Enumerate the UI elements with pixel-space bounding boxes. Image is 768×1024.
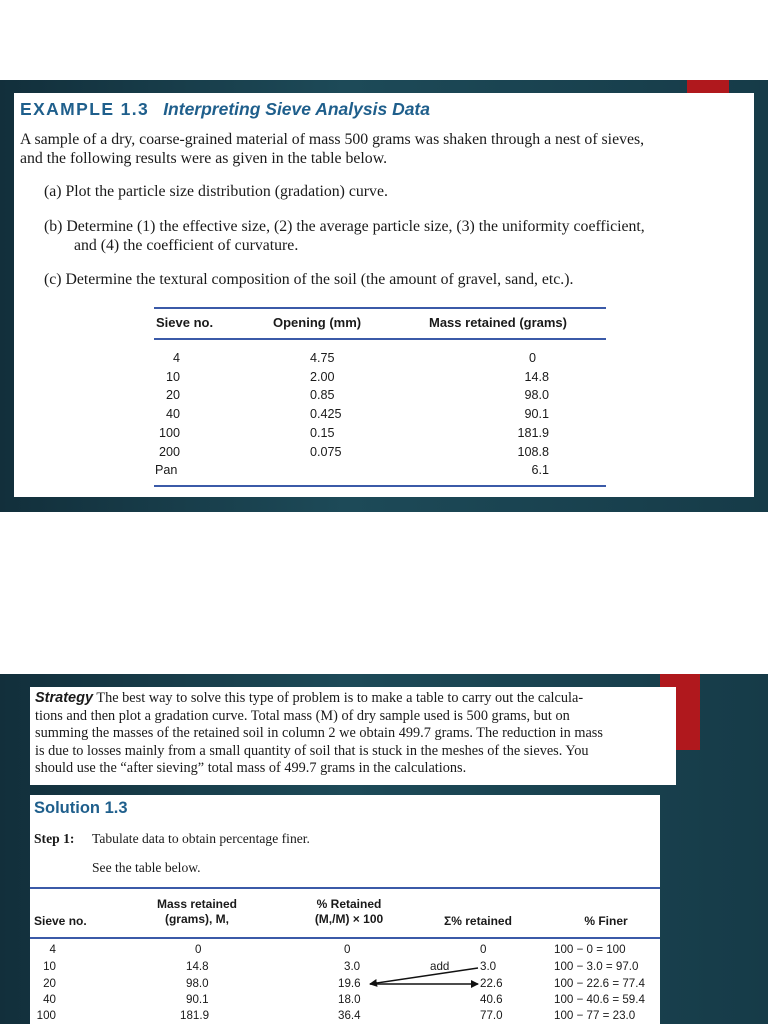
strategy-lead: Strategy (35, 690, 94, 706)
table-cell: 90.1 (524, 407, 549, 421)
table-cell: 6.1 (531, 463, 549, 477)
part-b-line-1: (b) Determine (1) the effective size, (2) the average particle size, (3) the uniformity coefficient, (44, 218, 645, 235)
header-mass-retained: Mass retained (grams) (429, 315, 567, 330)
table-bottom-rule (154, 485, 606, 487)
table-cell: 0.425 (310, 407, 342, 421)
strategy-panel (30, 687, 676, 785)
header-mass-line-2: (grams), M, (164, 912, 229, 926)
table-cell: 100 − 0 = 100 (554, 943, 626, 956)
table-cell: 0 (480, 943, 487, 956)
header-pct-line-2: (M,/M) × 100 (314, 912, 384, 926)
accent-red-tab (687, 80, 729, 94)
table-cell: 40 (165, 407, 180, 421)
table-cell: 0.075 (310, 445, 342, 459)
example-title: Interpreting Sieve Analysis Data (163, 99, 430, 119)
table-cell: 77.0 (480, 1009, 503, 1022)
header-sieve-no: Sieve no. (156, 315, 214, 330)
table-cell: 22.6 (480, 977, 503, 990)
example-heading (20, 99, 430, 120)
table-cell: 90.1 (186, 993, 209, 1006)
table-cell: 20 (165, 388, 180, 402)
table-cell: 100 − 40.6 = 59.4 (554, 993, 645, 1006)
table-cell: 100 − 22.6 = 77.4 (554, 977, 645, 990)
percent-finer-table (30, 887, 660, 1024)
add-label: add (430, 960, 450, 973)
table-cell: 100 (36, 1009, 56, 1022)
table-cell: 0 (195, 943, 202, 956)
table-cell: 100 − 3.0 = 97.0 (554, 960, 639, 973)
table-cell: 14.8 (524, 370, 549, 384)
intro-line-2: and the following results were as given in the table below. (20, 150, 388, 167)
strategy-line-4: is due to losses mainly from a small quantity of soil that is stuck in the meshes of the sieves. You (35, 742, 589, 759)
table-cell: 98.0 (186, 977, 209, 990)
table-cell: 20 (43, 977, 56, 990)
sieve-data-table (154, 307, 606, 489)
part-b-line-2: and (4) the coefficient of curvature. (74, 237, 299, 254)
strategy-line-3: summing the masses of the retained soil in column 2 we obtain 499.7 grams. The reduction in mass (35, 725, 603, 742)
solution-panel (30, 795, 660, 1024)
table-cell: 10 (43, 960, 56, 973)
table-cell: 3.0 (480, 960, 497, 973)
example-panel (14, 93, 754, 497)
header-pct-finer: % Finer (584, 914, 628, 928)
table-cell: 36.4 (338, 1009, 361, 1022)
step-text: Tabulate data to obtain percentage finer. (92, 831, 310, 846)
intro-line-1: A sample of a dry, coarse-grained material of mass 500 grams was shaken through a nest of sieves, (20, 131, 645, 148)
table-cell: 181.9 (180, 1009, 210, 1022)
header-cum-retained: Σ% retained (444, 914, 512, 928)
table-cell: 10 (165, 370, 180, 384)
part-c: (c) Determine the textural composition of the soil (the amount of gravel, sand, etc.). (44, 271, 574, 288)
strategy-line-2: tions and then plot a gradation curve. Total mass (M) of dry sample used is 500 grams, but on (35, 707, 570, 724)
strategy-line-1 (35, 690, 671, 708)
table-cell: 108.8 (517, 445, 549, 459)
table-cell: 4.75 (310, 351, 335, 365)
table-cell: 14.8 (186, 960, 209, 973)
arrow-to-percent-retained (370, 968, 478, 984)
header-sieve-no: Sieve no. (34, 914, 87, 928)
table-cell: 3.0 (344, 960, 361, 973)
table-header-rule (154, 338, 606, 340)
solution-title: Solution 1.3 (34, 799, 128, 817)
header-mass-line-1: Mass retained (156, 897, 238, 911)
strategy-line-1-text: The best way to solve this type of problem is to make a table to carry out the calcula- (96, 690, 584, 706)
step-label: Step 1: (34, 831, 75, 846)
table-cell: 181.9 (517, 426, 549, 440)
table-cell: 200 (158, 445, 180, 459)
strategy-text (35, 690, 671, 778)
example-label: EXAMPLE 1.3 (20, 99, 150, 119)
strategy-line-5: should use the “after sieving” total mass of 499.7 grams in the calculations. (35, 760, 467, 777)
table-cell: Pan (155, 463, 178, 477)
table-cell: 0.85 (310, 388, 335, 402)
table-cell: 100 (158, 426, 180, 440)
table-cell: 0 (344, 943, 351, 956)
table-cell: 0.15 (310, 426, 335, 440)
header-opening: Opening (mm) (273, 315, 362, 330)
table-cell: 4 (49, 943, 56, 956)
part-a: (a) Plot the particle size distribution (gradation) curve. (44, 183, 388, 200)
table-cell: 100 − 77 = 23.0 (554, 1009, 636, 1022)
table-cell: 4 (172, 351, 180, 365)
table-cell: 18.0 (338, 993, 361, 1006)
table-cell: 40.6 (480, 993, 503, 1006)
table-cell: 40 (43, 993, 56, 1006)
table-top-rule (154, 307, 606, 309)
step-note: See the table below. (92, 860, 201, 875)
header-pct-line-1: % Retained (316, 897, 382, 911)
table-cell: 19.6 (338, 977, 361, 990)
table-cell: 98.0 (524, 388, 549, 402)
add-arrows (30, 887, 660, 1024)
table-cell: 2.00 (310, 370, 335, 384)
table-cell: 0 (528, 351, 536, 365)
